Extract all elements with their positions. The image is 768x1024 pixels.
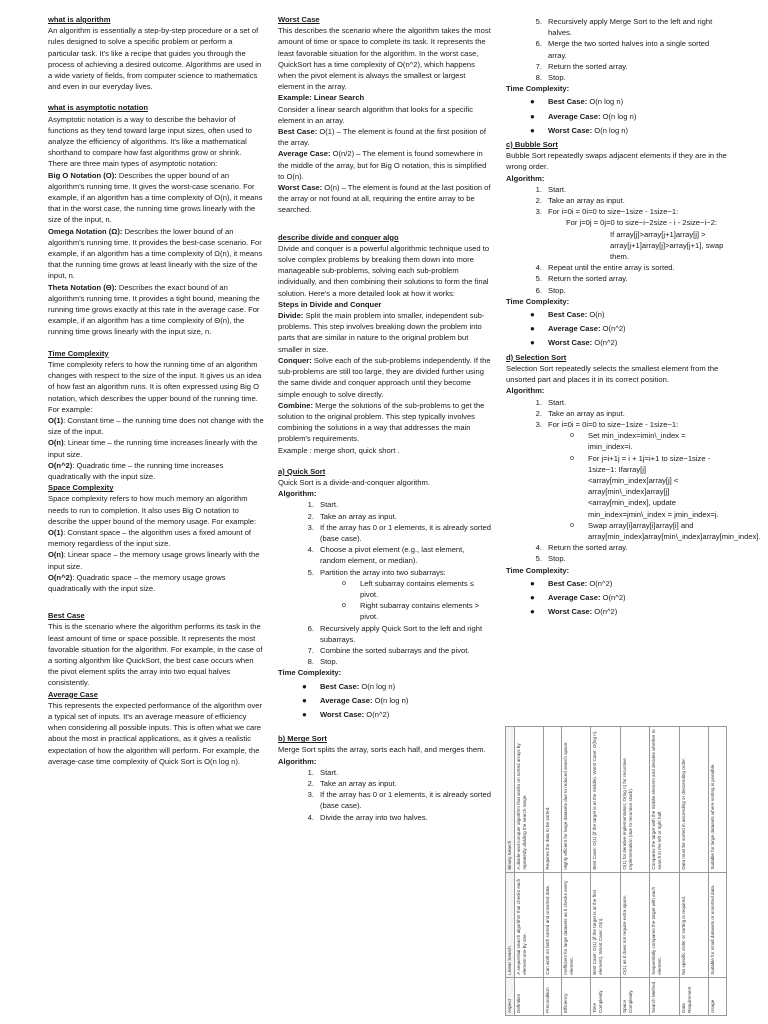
bullet-icon: ● [302,695,307,705]
best-case-text: This is the scenario where the algorithm performs its task in the least amount of time or space possible. It represents the most favorable situation for the algorithm. For example, in the case of a sorting algorithm like QuickSort, the best case occurs when the pivot element splits the array into two equal halves consistently. [48,622,263,688]
list-item [506,16,728,38]
omega-text: Describes the lower bound of an algorithm's running time. It provides the best-case scenario. For example, if an algorithm has a time complexity of Ω(n), it means that the running time grows at least linearly with the size of the input, n. [48,226,263,281]
space-o1-text: : Constant space – the algorithm uses a fixed amount of memory regardless of the input size. [48,527,252,549]
complexity-item [506,96,728,107]
table-body [514,727,726,1016]
complexity-label: Worst Case: [320,709,365,719]
average-case-text: This represents the expected performance of the algorithm over a typical set of inputs. It's an average measure of efficiency when considering all possible inputs. This is often what we care about the most in practical applications, as it gives a realistic expectation of how the algorithm will perform. For example, the average-case time complexity of Quick Sort is O(n log n). [48,700,263,766]
list-text: For i=0i = 0i=0 to size−1size - 1size−1: [548,207,679,217]
time-on2 [48,460,264,482]
complexity-label: Best Case: [548,578,588,588]
complexity-label: Worst Case: [548,607,593,617]
complexity-item [278,681,492,692]
ls-best [278,126,492,148]
selection-sort-time-label: Time Complexity: [506,565,570,575]
table-header-cell: Binary Search [506,727,515,873]
combine-label: Combine: [278,400,314,410]
list-text: Combine the sorted subarrays and the pivot. [320,645,470,655]
table-cell: Inefficient for large datasets as it checks every element. [561,872,590,977]
list-number: 4. [307,545,314,555]
complexity-label: Best Case: [320,681,360,691]
divide-conquer-steps-label: Steps in Divide and Conquer [278,299,382,309]
conquer-step [278,355,492,400]
table-header-cell: Aspect [506,977,515,1015]
complexity-label: Worst Case: [548,338,593,348]
list-item [506,542,728,553]
table-header-row [506,727,515,1016]
list-text: Start. [320,500,339,510]
table-row [514,727,543,1016]
table-cell: A divide-and-conquer algorithm that works on sorted arrays by repeatedly dividing the search range. [514,727,543,873]
sub-list-item [278,600,492,622]
list-item [506,273,728,284]
table-cell: Can work on both sorted and unsorted data. [544,872,562,977]
table-row [591,727,620,1016]
complexity-item [506,309,728,320]
example-linear-search-text: Consider a linear search algorithm that looks for a specific element in an array. [278,104,473,125]
list-item [506,184,728,195]
list-number: 4. [307,812,314,822]
table-row [561,727,590,1016]
complexity-value: O(n^2) [587,578,613,588]
list-item [278,499,492,510]
heading-worst-case: Worst Case [278,15,320,24]
list-number: 1. [535,397,542,407]
list-item [278,812,492,823]
table-cell: Compares the target with the middle element and decides whether to search in the left or right half. [650,727,679,873]
complexity-label: Best Case: [548,97,588,107]
theta-label: Theta Notation (Θ): [48,282,117,292]
list-item [506,419,728,430]
list-text: Start. [320,767,339,777]
list-item [278,789,492,811]
conquer-label: Conquer: [278,355,312,365]
ls-worst [278,182,492,216]
ls-average-label: Average Case: [278,149,331,159]
list-item [278,522,492,544]
list-text: Stop. [548,285,566,295]
list-text: Take an array as input. [548,196,625,206]
list-item [278,567,492,578]
table-row [544,727,562,1016]
column-2 [278,14,492,823]
bullet-icon: ● [530,338,535,348]
list-item [506,38,728,60]
list-item [506,262,728,273]
heading-what-is-algorithm: what is algorithm [48,15,111,24]
time-on [48,437,264,459]
time-on-label: O(n) [48,438,64,448]
table-cell: O(1) for iterative implementation; O(log n) for recursive implementation (due to recursion stack). [620,727,649,873]
list-text: Divide the array into two halves. [320,812,428,822]
heading-merge-sort: b) Merge Sort [278,734,327,744]
bullet-icon: ● [530,310,535,320]
list-number: 3. [307,522,314,532]
complexity-value: O(n^2) [600,592,626,602]
circle-bullet-icon: o [570,432,574,440]
list-number: 5. [535,17,542,26]
table-cell: Suitable for large datasets where sorting is possible. [709,727,727,873]
heading-quick-sort: a) Quick Sort [278,466,326,476]
asymptotic-types-intro: There are three main types of asymptotic notation: [48,159,218,169]
column-1 [48,14,264,767]
complexity-item [506,606,728,617]
complexity-value: O(n^2) [600,324,626,334]
bubble-sort-time-label: Time Complexity: [506,296,570,306]
divide-conquer-example: Example : merge short, quick short . [278,445,400,455]
example-linear-search-label: Example: Linear Search [278,93,365,103]
sub-list-text: Swap array[i]array[i]array[i] and array[min_index]array[min\_index]array[min_index]. [588,520,761,541]
complexity-label: Best Case: [548,310,588,320]
list-number: 2. [307,779,314,788]
heading-selection-sort: d) Selection Sort [506,352,567,362]
list-text: Stop. [320,657,338,667]
list-item [506,553,728,564]
big-o-text: Describes the upper bound of an algorithm's running time. It gives the worst-case scenario. For example, if an algorithm has a time complexity of O(n), it means that in the worst case, the running time grows linearly with the size of the input, n. [48,170,263,225]
bullet-icon: ● [530,97,535,107]
sub-list-item [278,578,492,600]
table-row [709,727,727,1016]
list-number: 1. [307,767,314,777]
merge-sort-text: Merge Sort splits the array, sorts each half, and merges them. [278,745,486,755]
table-cell: No specific order or sorting is required. [679,872,708,977]
space-on2-label: O(n^2) [48,572,73,582]
sub-list-item [506,453,728,520]
complexity-value: O(n^2) [592,338,618,348]
space-on [48,549,264,571]
list-text: Start. [548,397,567,407]
list-text: Return the sorted array. [548,543,628,553]
sub-list-text: Set min_index=imin\_index = imin_index=i. [588,431,686,452]
time-on2-text: : Quadratic time – the running time increases quadratically with the input size. [48,460,224,481]
list-text: Return the sorted array. [548,61,628,71]
list-item [278,511,492,522]
complexity-value: O(n log n) [587,97,624,107]
algorithm-definition: An algorithm is essentially a step-by-step procedure or a set of rules designed to solve a specific problem or perform a particular task. It's like a recipe that guides you through the process of achieving a desired outcome. Algorithms are used in a wide variety of fields, from computer science to mathematics and even in our everyday lives. [48,26,262,92]
complexity-item [506,337,728,348]
bullet-icon: ● [530,578,535,588]
ls-average [278,148,492,182]
heading-bubble-sort: c) Bubble Sort [506,140,558,150]
table-row [650,727,679,1016]
list-text: If the array has 0 or 1 elements, it is already sorted (base case). [320,790,491,811]
list-text: For i=0i = 0i=0 to size−1size - 1size−1: [548,419,679,429]
list-item [278,623,492,645]
worst-case-text: This describes the scenario where the algorithm takes the most amount of time or space to complete its task. It represents the least favorable situation for the algorithm. In the worst case, QuickSort has a time complexity of O(n^2), which happens when the pivot element is always the smallest or largest element in the array. [278,26,491,92]
space-o1 [48,527,264,549]
big-o-label: Big O Notation (O): [48,170,117,180]
table-header-cell: Linear Search [506,872,515,977]
quick-sort-steps [278,499,492,667]
list-number: 3. [535,419,542,429]
bubble-inner-loop: For j=0j = 0j=0 to size−i−2size - i - 2size−i−2: [566,218,717,228]
list-text: Take an array as input. [320,511,397,521]
complexity-item [506,111,728,122]
list-item [506,206,728,217]
space-o1-label: O(1) [48,527,64,537]
heading-time-complexity: Time Complexity [48,348,109,358]
list-number: 4. [535,543,542,553]
list-item [506,72,728,83]
table-cell: Best Case: O(1) (if the target is at the first element). Worst Case: O(n). [591,872,620,977]
ls-best-label: Best Case: [278,127,318,137]
complexity-value: O(n^2) [364,709,390,719]
table-row-label: Search Method [650,977,679,1015]
list-text: Take an array as input. [320,779,397,788]
space-complexity-text: Space complexity refers to how much memory an algorithm needs to run to completion. It also uses Big O notation to describe the upper bound of the memory usage. For example: [48,494,257,526]
merge-sort-algorithm-label: Algorithm: [278,756,317,766]
time-o1 [48,415,264,437]
table-cell: Best Case: O(1) (if the target is at the middle). Worst Case: O(log n). [591,727,620,873]
list-number: 5. [535,554,542,564]
table-row-label: Precondition [544,977,562,1015]
complexity-label: Average Case: [548,592,601,602]
list-number: 8. [535,73,542,83]
ls-worst-text: O(n) – The element is found at the last position of the array or not found at all, requiring the entire array to be searched. [278,183,491,215]
time-o1-text: : Constant time – the running time does not change with the size of the input. [48,415,264,437]
bullet-icon: ● [302,709,307,719]
bubble-swap-condition: If array[j]>array[j+1]array[j] > array[j+1]array[j]>array[j+1], swap them. [610,229,724,262]
divide-conquer-text: Divide and conquer is a powerful algorithmic technique used to solve complex problems by breaking them down into more manageable sub-problems, solving each sub-problem individually, and then combining their solutions to form the final solution. Here's a more detailed look at how it works: [278,243,490,298]
list-text: Return the sorted array. [548,274,628,284]
list-item [278,544,492,566]
list-item [278,767,492,778]
list-number: 3. [307,790,314,800]
search-comparison-table [505,726,727,1016]
complexity-label: Average Case: [548,324,601,334]
bullet-icon: ● [530,607,535,617]
complexity-value: O(n log n) [592,125,629,135]
heading-best-case: Best Case [48,611,85,621]
table-cell: Data must be sorted in ascending or descending order. [679,727,708,873]
space-on2-text: : Quadratic space – the memory usage grows quadratically with the input size. [48,572,226,593]
list-number: 2. [535,196,542,206]
list-number: 6. [307,623,314,633]
circle-bullet-icon: o [342,579,346,587]
table-row-label: Time Complexity [591,977,620,1015]
list-text: Recursively apply Quick Sort to the left and right subarrays. [320,623,483,644]
space-on2 [48,572,264,594]
time-complexity-text: Time complexity refers to how the running time of an algorithm changes with respect to the size of the input. It gives us an idea of how fast an algorithm runs. It is often expressed using Big O notation, which describes the upper bound of the running time. For example: [48,359,262,414]
table-cell: Suitable for small datasets or unsorted data. [709,872,727,977]
table-row-label: Data Requirement [679,977,708,1015]
complexity-value: O(n log n) [359,681,396,691]
bullet-icon: ● [530,324,535,334]
bubble-sort-text: Bubble Sort repeatedly swaps adjacent elements if they are in the wrong order. [506,151,727,172]
list-number: 2. [307,511,314,521]
quick-sort-text: Quick Sort is a divide-and-conquer algorithm. [278,477,430,487]
selection-sort-text: Selection Sort repeatedly selects the smallest element from the unsorted part and places it in its correct position. [506,363,719,385]
list-item [278,656,492,667]
circle-bullet-icon: o [570,521,574,529]
ls-average-text: O(n/2) – The element is found somewhere in the middle of the array, but for Big O notation, this is simplified to O(n). [278,149,487,181]
asymptotic-definition: Asymptotic notation is a way to describe the behavior of functions as they tend toward large input sizes, often used to analyze the efficiency of algorithms. It's like a mathematical shorthand to compare how fast algorithms grow or shrink. [48,114,252,158]
complexity-item [506,578,728,589]
theta-text: Describes the exact bound of an algorithm's running time. It provides a tight bound, meaning the running time grows exactly at this rate in the average case. For example, if an algorithm has a time complexity of Θ(n), the running time grows linearly with the input size, n. [48,282,260,337]
list-number: 5. [535,274,542,284]
list-text: Recursively apply Merge Sort to the left and right halves. [548,17,713,38]
list-item [506,61,728,72]
bullet-icon: ● [530,592,535,602]
ls-best-text: O(1) – The element is found at the first position of the array. [278,127,486,148]
list-number: 8. [307,657,314,667]
sub-list-text: For j=i+1j = i + 1j=i+1 to size−1size - 1size−1: Ifarray[j]<array[min_index]array[j] < array[min\_index]array[j]<array[min_index], update min_index=jmin\_index = jmin_index=j. [588,453,719,519]
bullet-icon: ● [302,681,307,691]
list-text: Repeat until the entire array is sorted. [548,263,675,273]
time-on2-label: O(n^2) [48,460,73,470]
list-number: 2. [535,408,542,418]
divide-step [278,310,492,355]
sub-list-text: Right subarray contains elements > pivot. [360,601,480,622]
list-item [506,285,728,296]
omega-paragraph [48,226,264,282]
sub-list-item [506,430,728,452]
table-cell: Highly efficient for large datasets due to reduced search space. [561,727,590,873]
space-on-label: O(n) [48,550,64,560]
table-cell: A sequential search algorithm that checks each element one by one. [514,872,543,977]
merge-sort-time-label: Time Complexity: [506,84,570,94]
table-row-label: Definition [514,977,543,1015]
table-row [620,727,649,1016]
list-number: 6. [535,285,542,295]
list-text: Stop. [548,73,566,83]
complexity-item [278,709,492,720]
heading-asymptotic-notation: what is asymptotic notation [48,103,148,113]
divide-text: Split the main problem into smaller, independent sub-problems. This step involves breaking down the problem into parts that are similar in nature to the original problem but smaller in size. [278,311,485,354]
combine-step [278,400,492,445]
list-item [506,397,728,408]
list-item [506,408,728,419]
comparison-table-container [505,726,727,1016]
list-number: 6. [535,39,542,49]
omega-label: Omega Notation (Ω): [48,226,123,236]
theta-paragraph [48,282,264,338]
table-cell: O(1) as it does not require extra space. [620,872,649,977]
big-o-paragraph [48,170,264,226]
divide-label: Divide: [278,311,304,321]
bubble-sort-algorithm-label: Algorithm: [506,173,545,183]
list-item [506,195,728,206]
complexity-item [278,695,492,706]
space-on-text: : Linear space – the memory usage grows linearly with the input size. [48,550,260,571]
list-text: If the array has 0 or 1 elements, it is already sorted (base case). [320,522,491,543]
list-number: 4. [535,263,542,273]
complexity-value: O(n) [587,310,605,320]
list-item [278,778,492,789]
time-o1-label: O(1) [48,415,64,425]
list-text: Start. [548,184,567,194]
circle-bullet-icon: o [342,602,346,610]
list-number: 7. [535,61,542,71]
complexity-value: O(n log n) [372,695,409,705]
list-number: 7. [307,645,314,655]
list-text: Choose a pivot element (e.g., last element, random element, or median). [320,545,465,566]
complexity-item [506,125,728,136]
complexity-item [506,592,728,603]
complexity-item [506,323,728,334]
list-item [278,645,492,656]
selection-sort-algorithm-label: Algorithm: [506,386,545,396]
table-cell: Sequentially compares the target with each element. [650,872,679,977]
list-number: 1. [535,184,542,194]
conquer-text: Solve each of the sub-problems independently. If the sub-problems are still too large, they are divided further using the same divide and conquer approach until they become simple enough to solve directly. [278,355,491,399]
complexity-label: Worst Case: [548,125,593,135]
list-text: Partition the array into two subarrays: [320,567,446,577]
complexity-value: O(n^2) [592,607,618,617]
combine-text: Merge the solutions of the sub-problems to get the solution to the original problem. This step typically involves combining the solutions in a way that addresses the main problem's requirements. [278,400,485,444]
table-row-label: Usage [709,977,727,1015]
bullet-icon: ● [530,111,535,121]
sub-list-text: Left subarray contains elements ≤ pivot. [360,578,474,599]
quick-sort-time-label: Time Complexity: [278,668,342,678]
heading-average-case: Average Case [48,689,98,699]
list-text: Take an array as input. [548,408,625,418]
column-3 [506,16,761,620]
table-row-label: Space Complexity [620,977,649,1015]
complexity-label: Average Case: [320,695,373,705]
complexity-value: O(n log n) [600,111,637,121]
sub-list-item [506,520,761,542]
heading-divide-and-conquer: describe divide and conquer algo [278,232,399,242]
list-number: 3. [535,207,542,217]
ls-worst-label: Worst Case: [278,183,323,193]
time-on-text: : Linear time – the running time increases linearly with the input size. [48,438,258,459]
complexity-label: Average Case: [548,111,601,121]
list-text: Merge the two sorted halves into a single sorted array. [548,39,710,60]
bullet-icon: ● [530,125,535,135]
heading-space-complexity: Space Complexity [48,483,114,493]
circle-bullet-icon: o [570,454,574,462]
list-text: Stop. [548,554,566,564]
table-row-label: Efficiency [561,977,590,1015]
quick-sort-algorithm-label: Algorithm: [278,489,317,499]
table-cell: Requires the data to be sorted. [544,727,562,873]
list-number: 1. [307,500,314,510]
list-number: 5. [307,567,314,577]
table-row [679,727,708,1016]
